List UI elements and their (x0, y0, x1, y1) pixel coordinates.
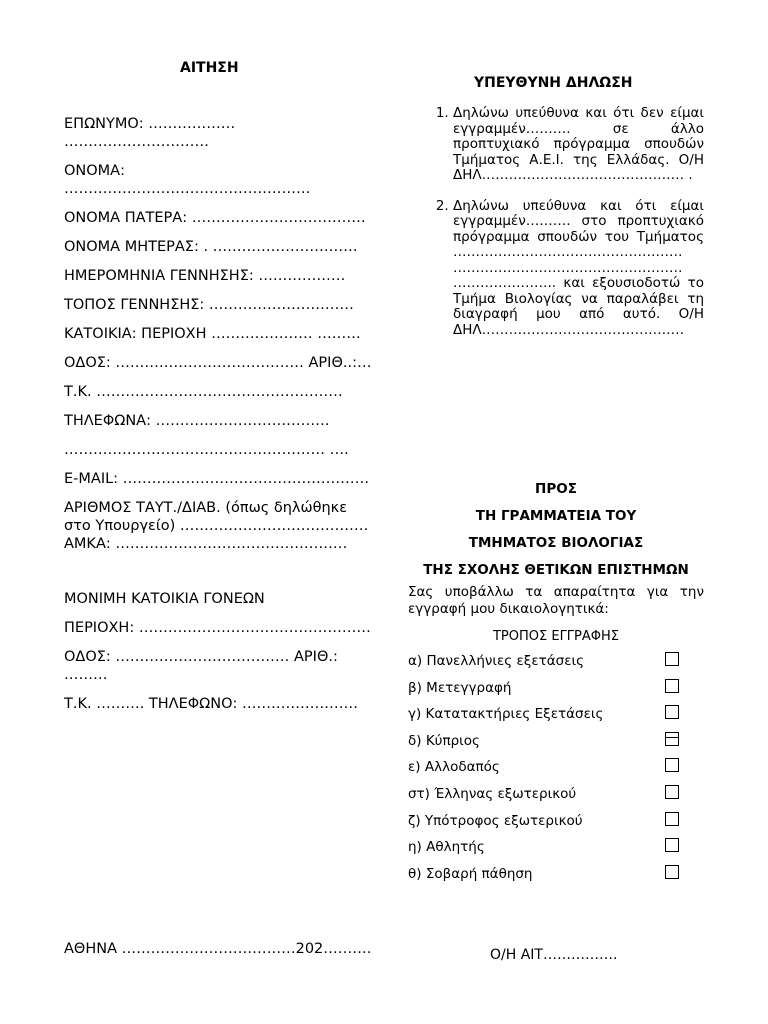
recipient-line: ΠΡΟΣ (535, 481, 577, 497)
option-checkbox[interactable] (665, 732, 679, 746)
option-label: θ) Σοβαρή πάθηση (408, 865, 533, 882)
parents-area-field[interactable]: ΠΕΡΙΟΧΗ: ………………………………………… (64, 620, 371, 636)
option-checkbox[interactable] (665, 758, 679, 772)
option-checkbox[interactable] (665, 838, 679, 852)
phones-extra-field[interactable]: ……………………………………………… …. (64, 442, 349, 458)
applicant-form (64, 115, 374, 724)
registration-option (408, 865, 706, 892)
option-checkbox[interactable] (665, 652, 679, 666)
residence-area-field[interactable]: ΚΑΤΟΙΚΙΑ: ΠΕΡΙΟΧΗ ………………… ……… (64, 326, 361, 342)
option-checkbox[interactable] (665, 865, 679, 879)
street-field[interactable]: ΟΔΟΣ: ………………………………… ΑΡΙΘ..:… (64, 355, 372, 371)
application-title: ΑΙΤΗΣΗ (180, 60, 239, 76)
registration-option (408, 838, 706, 865)
parents-street-field[interactable]: ΟΔΟΣ: ……………………………… ΑΡΙΘ.: ……… (64, 649, 338, 683)
birth-date-field[interactable]: ΗΜΕΡΟΜΗΝΙΑ ΓΕΝΝΗΣΗΣ: ……………… (64, 268, 346, 284)
option-checkbox[interactable] (665, 785, 679, 799)
father-name-field[interactable]: ΟΝΟΜΑ ΠΑΤΕΡΑ: ……………………………… (64, 210, 366, 226)
phones-field[interactable]: ΤΗΛΕΦΩΝΑ: ……………………………… (64, 413, 330, 429)
registration-option (408, 705, 706, 732)
declaration-item[interactable]: 1. Δηλώνω υπεύθυνα και ότι δεν είμαι εγγραμμέν………. σε άλλο προπτυχιακό πρόγραμμα σπουδών Τμήματος Α.Ε.Ι. της Ελλάδας. Ο/Η ΔΗΛ……………………………………… . (453, 106, 704, 184)
option-label: στ) Έλληνας εξωτερικού (408, 785, 577, 802)
option-label: η) Αθλητής (408, 839, 485, 856)
option-checkbox[interactable] (665, 705, 679, 719)
parents-postal-phone-field[interactable]: Τ.Κ. ………. ΤΗΛΕΦΩΝΟ: …………………… (64, 696, 359, 712)
birth-place-field[interactable]: ΤΟΠΟΣ ΓΕΝΝΗΣΗΣ: ………………………… (64, 297, 354, 313)
option-label: α) Πανελλήνιες εξετάσεις (408, 653, 584, 669)
recipient-line: ΤΗΣ ΣΧΟΛΗΣ ΘΕΤΙΚΩΝ ΕΠΙΣΤΗΜΩΝ (423, 562, 689, 578)
registration-option (408, 758, 706, 785)
declaration-item[interactable]: 2. Δηλώνω υπεύθυνα και ότι είμαι εγγραμμέν………. στο προπτυχιακό πρόγραμμα σπουδών του Τμήματος …………………………………………… …………………………………………… ………………….. και εξουσιοδοτώ το Τμήμα Βιολογίας να παραλάβει τη διαγραφή μου από αυτό. Ο/Η ΔΗΛ……………………………………… (453, 199, 704, 339)
recipient-block (408, 480, 704, 588)
applicant-signature[interactable]: Ο/Η ΑΙΤ……………. (490, 947, 618, 963)
option-checkbox[interactable] (665, 679, 679, 693)
option-label: ζ) Υπότροφος εξωτερικού (408, 812, 583, 829)
registration-options (408, 652, 706, 891)
email-field[interactable]: E-MAIL: …………………………………………… (64, 471, 370, 487)
declaration-title: ΥΠΕΥΘΥΝΗ ΔΗΛΩΣΗ (474, 75, 633, 91)
name-field[interactable]: ΟΝΟΜΑ: …………………………………………… (64, 163, 311, 197)
option-label: γ) Κατατακτήριες Εξετάσεις (408, 706, 604, 723)
registration-option (408, 652, 706, 679)
recipient-line: ΤΜΗΜΑΤΟΣ ΒΙΟΛΟΓΙΑΣ (468, 535, 644, 551)
spacer (64, 564, 374, 590)
recipient-line: ΤΗ ΓΡΑΜΜΑΤΕΙΑ ΤΟΥ (475, 508, 637, 524)
parents-residence-title: ΜΟΝΙΜΗ ΚΑΤΟΙΚΙΑ ΓΟΝΕΩΝ (64, 591, 265, 607)
city-date-line[interactable]: ΑΘΗΝΑ ………………………………202………. (64, 941, 372, 957)
registration-option (408, 812, 706, 839)
submission-intro: Σας υποβάλλω τα απαραίτητα για την εγγραφή μου δικαιολογητικά: (408, 584, 704, 617)
option-label: δ) Κύπριος (408, 732, 480, 749)
id-amka-field[interactable]: ΑΡΙΘΜΟΣ ΤΑΥΤ./ΔΙΑΒ. (όπως δηλώθηκε στο Υπουργείο) ………………………………… ΑΜΚΑ: ………………………………………… (64, 500, 369, 552)
declaration-list (428, 106, 704, 353)
surname-field[interactable]: ΕΠΩΝΥΜΟ: ……………… ………………………… (64, 116, 236, 150)
option-checkbox[interactable] (665, 812, 679, 826)
mother-name-field[interactable]: ΟΝΟΜΑ ΜΗΤΕΡΑΣ: . ………………………… (64, 239, 358, 255)
option-label: ε) Αλλοδαπός (408, 759, 500, 776)
option-label: β) Μετεγγραφή (408, 679, 512, 696)
registration-option (408, 732, 706, 759)
postal-code-field[interactable]: Τ.Κ. …………………………………………… (64, 384, 343, 400)
registration-method-title: ΤΡΟΠΟΣ ΕΓΓΡΑΦΗΣ (492, 629, 620, 644)
registration-option (408, 785, 706, 812)
registration-option (408, 679, 706, 706)
